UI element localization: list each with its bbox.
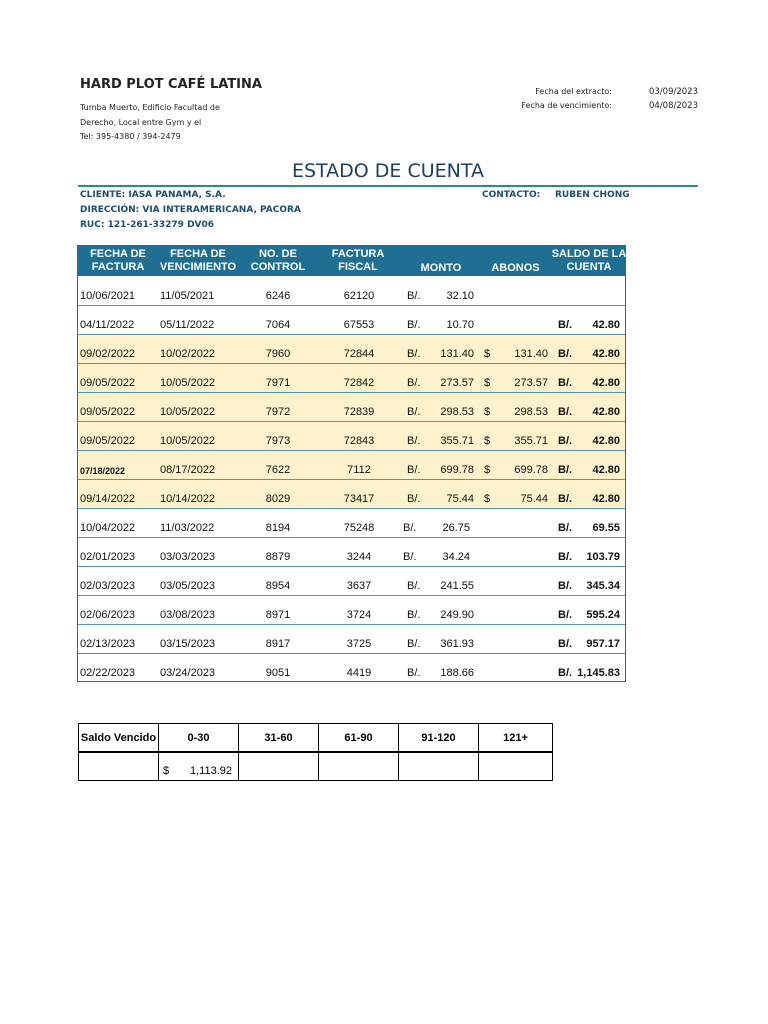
balance-currency: B/. bbox=[558, 551, 573, 563]
balance-currency: B/. bbox=[558, 348, 573, 360]
fiscal-invoice: 72844 bbox=[343, 348, 375, 360]
row-divider bbox=[78, 305, 625, 306]
amount-value: 188.66 bbox=[440, 667, 474, 679]
aging-header-5: 121+ bbox=[478, 723, 553, 753]
fiscal-invoice: 3244 bbox=[346, 551, 372, 563]
balance-value: 42.80 bbox=[592, 377, 620, 389]
row-divider bbox=[78, 624, 625, 625]
invoice-date: 02/13/2023 bbox=[80, 638, 136, 650]
amount-value: 298.53 bbox=[440, 406, 474, 418]
amount-currency: B/. bbox=[407, 435, 421, 447]
due-date: 03/08/2023 bbox=[160, 609, 216, 621]
balance-value: 42.80 bbox=[592, 464, 620, 476]
amount-currency: B/. bbox=[407, 319, 421, 331]
control-number: 8954 bbox=[265, 580, 291, 592]
balance-value: 103.79 bbox=[586, 551, 620, 563]
control-number: 9051 bbox=[265, 667, 291, 679]
payment-currency: $ bbox=[484, 377, 491, 389]
row-divider bbox=[78, 537, 625, 538]
balance-value: 42.80 bbox=[592, 406, 620, 418]
payment-value: 298.53 bbox=[514, 406, 548, 418]
header-balance: SALDO DE LA CUENTA bbox=[551, 248, 627, 273]
invoice-date: 10/06/2021 bbox=[80, 290, 136, 302]
fiscal-invoice: 75248 bbox=[343, 522, 375, 534]
amount-currency: B/. bbox=[407, 464, 421, 476]
company-address bbox=[80, 101, 220, 145]
amount-value: 241.55 bbox=[440, 580, 474, 592]
aging-value-1 bbox=[158, 751, 239, 781]
fiscal-invoice: 4419 bbox=[346, 667, 372, 679]
company-phone: Tel: 395-4380 / 394-2479 bbox=[80, 132, 181, 141]
payment-currency: $ bbox=[484, 493, 491, 505]
balance-currency: B/. bbox=[558, 377, 573, 389]
due-date: 11/03/2022 bbox=[160, 522, 215, 534]
aging-currency: $ bbox=[163, 765, 170, 777]
amount-currency: B/. bbox=[403, 551, 417, 563]
client-name: CLIENTE: IASA PANAMA, S.A. bbox=[80, 190, 226, 200]
payment-value: 355.71 bbox=[514, 435, 548, 447]
amount-value: 355.71 bbox=[440, 435, 474, 447]
amount-value: 273.57 bbox=[440, 377, 474, 389]
header-invoice-date: FECHA DE FACTURA bbox=[90, 248, 146, 273]
due-date: 10/02/2022 bbox=[160, 348, 216, 360]
fiscal-invoice: 3724 bbox=[346, 609, 372, 621]
amount-currency: B/. bbox=[407, 493, 421, 505]
amount-value: 361.93 bbox=[440, 638, 474, 650]
due-date-value: 04/08/2023 bbox=[649, 101, 698, 111]
invoice-date: 10/04/2022 bbox=[80, 522, 136, 534]
amount-currency: B/. bbox=[407, 580, 421, 592]
aging-value-4 bbox=[398, 751, 479, 781]
fiscal-invoice: 72839 bbox=[343, 406, 375, 418]
balance-value: 42.80 bbox=[592, 435, 620, 447]
aging-header-3: 61-90 bbox=[318, 723, 399, 753]
aging-value-5 bbox=[478, 751, 553, 781]
balance-value: 595.24 bbox=[586, 609, 620, 621]
balance-currency: B/. bbox=[558, 406, 573, 418]
row-divider bbox=[78, 566, 625, 567]
fiscal-invoice: 7112 bbox=[347, 464, 371, 476]
amount-currency: B/. bbox=[407, 377, 421, 389]
amount-currency: B/. bbox=[407, 667, 421, 679]
client-ruc: RUC: 121-261-33279 DV06 bbox=[80, 220, 215, 230]
control-number: 8971 bbox=[265, 609, 291, 621]
row-divider bbox=[78, 508, 625, 509]
fiscal-invoice: 72843 bbox=[343, 435, 375, 447]
due-date: 10/05/2022 bbox=[160, 377, 216, 389]
amount-currency: B/. bbox=[407, 406, 421, 418]
payment-value: 273.57 bbox=[514, 377, 548, 389]
balance-value: 69.55 bbox=[592, 522, 620, 534]
due-date: 03/05/2023 bbox=[160, 580, 216, 592]
control-number: 6246 bbox=[265, 290, 291, 302]
payment-value: 75.44 bbox=[520, 493, 548, 505]
amount-currency: B/. bbox=[407, 609, 421, 621]
due-date: 11/05/2021 bbox=[160, 290, 215, 302]
amount-value: 32.10 bbox=[446, 290, 474, 302]
balance-currency: B/. bbox=[558, 667, 573, 679]
due-date: 05/11/2022 bbox=[160, 319, 215, 331]
aging-header-1: 0-30 bbox=[158, 723, 239, 753]
invoice-date: 02/06/2023 bbox=[80, 609, 136, 621]
amount-value: 34.24 bbox=[442, 551, 470, 563]
amount-currency: B/. bbox=[407, 348, 421, 360]
balance-value: 1,145.83 bbox=[577, 667, 620, 679]
page-title: ESTADO DE CUENTA bbox=[291, 160, 484, 182]
statement-date-label: Fecha del extracto: bbox=[535, 87, 612, 96]
header-control-number: NO. DE CONTROL bbox=[250, 248, 306, 273]
control-number: 7971 bbox=[265, 377, 291, 389]
balance-currency: B/. bbox=[558, 464, 573, 476]
fiscal-invoice: 72842 bbox=[343, 377, 375, 389]
contact-label: CONTACTO: bbox=[482, 190, 541, 200]
control-number: 7064 bbox=[265, 319, 291, 331]
fiscal-invoice: 67553 bbox=[343, 319, 375, 331]
control-number: 7960 bbox=[265, 348, 291, 360]
invoice-date: 09/02/2022 bbox=[80, 348, 136, 360]
contact-value: RUBEN CHONG bbox=[555, 190, 630, 200]
amount-value: 249.90 bbox=[440, 609, 474, 621]
payment-currency: $ bbox=[484, 348, 491, 360]
control-number: 8879 bbox=[265, 551, 291, 563]
control-number: 7622 bbox=[265, 464, 291, 476]
balance-value: 42.80 bbox=[592, 348, 620, 360]
due-date: 03/24/2023 bbox=[160, 667, 216, 679]
row-divider bbox=[78, 653, 625, 654]
balance-value: 42.80 bbox=[592, 493, 620, 505]
amount-value: 10.70 bbox=[446, 319, 474, 331]
aging-header-4: 91-120 bbox=[398, 723, 479, 753]
due-date: 03/15/2023 bbox=[160, 638, 216, 650]
address-line-2: Derecho, Local entre Gym y el bbox=[80, 117, 202, 127]
control-number: 8194 bbox=[265, 522, 291, 534]
invoice-date: 09/14/2022 bbox=[80, 493, 136, 505]
header-payments: ABONOS bbox=[491, 262, 540, 274]
fiscal-invoice: 62120 bbox=[343, 290, 375, 302]
due-date: 10/05/2022 bbox=[160, 406, 216, 418]
aging-value-3 bbox=[318, 751, 399, 781]
aging-amount: 1,113.92 bbox=[189, 765, 232, 777]
payment-currency: $ bbox=[484, 435, 491, 447]
invoice-date: 02/03/2023 bbox=[80, 580, 136, 592]
invoice-date: 09/05/2022 bbox=[80, 406, 136, 418]
payment-value: 131.40 bbox=[514, 348, 548, 360]
control-number: 8029 bbox=[265, 493, 291, 505]
statement-date-value: 03/09/2023 bbox=[649, 87, 698, 97]
aging-value-2 bbox=[238, 751, 319, 781]
balance-currency: B/. bbox=[558, 609, 573, 621]
invoice-date: 02/01/2023 bbox=[80, 551, 136, 563]
invoice-date: 09/05/2022 bbox=[80, 435, 136, 447]
table-header bbox=[78, 246, 625, 276]
balance-currency: B/. bbox=[558, 493, 573, 505]
fiscal-invoice: 3725 bbox=[346, 638, 372, 650]
header-fiscal-invoice: FACTURA FISCAL bbox=[331, 248, 385, 273]
balance-currency: B/. bbox=[558, 522, 573, 534]
aging-value-0 bbox=[78, 751, 159, 781]
amount-currency: B/. bbox=[403, 522, 417, 534]
invoice-date: 09/05/2022 bbox=[80, 377, 136, 389]
client-address: DIRECCIÓN: VIA INTERAMERICANA, PACORA bbox=[80, 205, 301, 215]
due-date: 03/03/2023 bbox=[160, 551, 216, 563]
fiscal-invoice: 73417 bbox=[343, 493, 375, 505]
header-due-date: FECHA DE VENCIMIENTO bbox=[159, 248, 237, 273]
due-date-label: Fecha de vencimiento: bbox=[521, 101, 612, 110]
address-line-1: Tumba Muerto, Edificio Facultad de bbox=[80, 103, 220, 112]
payment-currency: $ bbox=[484, 406, 491, 418]
due-date: 10/14/2022 bbox=[160, 493, 216, 505]
row-divider bbox=[78, 595, 625, 596]
amount-currency: B/. bbox=[407, 638, 421, 650]
invoice-date: 04/11/2022 bbox=[80, 319, 135, 331]
fiscal-invoice: 3637 bbox=[346, 580, 372, 592]
balance-currency: B/. bbox=[558, 435, 573, 447]
payment-currency: $ bbox=[484, 464, 491, 476]
control-number: 8917 bbox=[265, 638, 291, 650]
balance-currency: B/. bbox=[558, 319, 573, 331]
title-divider bbox=[78, 185, 698, 187]
amount-value: 699.78 bbox=[440, 464, 474, 476]
due-date: 08/17/2022 bbox=[160, 464, 216, 476]
invoice-date: 07/18/2022 bbox=[80, 466, 126, 476]
company-name: HARD PLOT CAFÉ LATINA bbox=[80, 77, 262, 92]
payment-value: 699.78 bbox=[514, 464, 548, 476]
amount-value: 26.75 bbox=[442, 522, 470, 534]
amount-value: 75.44 bbox=[446, 493, 474, 505]
invoice-date: 02/22/2023 bbox=[80, 667, 136, 679]
header-amount: MONTO bbox=[420, 262, 462, 274]
balance-value: 345.34 bbox=[586, 580, 620, 592]
control-number: 7973 bbox=[265, 435, 291, 447]
amount-value: 131.40 bbox=[440, 348, 474, 360]
aging-header-0: Saldo Vencido bbox=[78, 723, 159, 753]
balance-currency: B/. bbox=[558, 580, 573, 592]
control-number: 7972 bbox=[265, 406, 291, 418]
balance-currency: B/. bbox=[558, 638, 573, 650]
aging-header-2: 31-60 bbox=[238, 723, 319, 753]
amount-currency: B/. bbox=[407, 290, 421, 302]
balance-value: 957.17 bbox=[586, 638, 620, 650]
balance-value: 42.80 bbox=[592, 319, 620, 331]
due-date: 10/05/2022 bbox=[160, 435, 216, 447]
